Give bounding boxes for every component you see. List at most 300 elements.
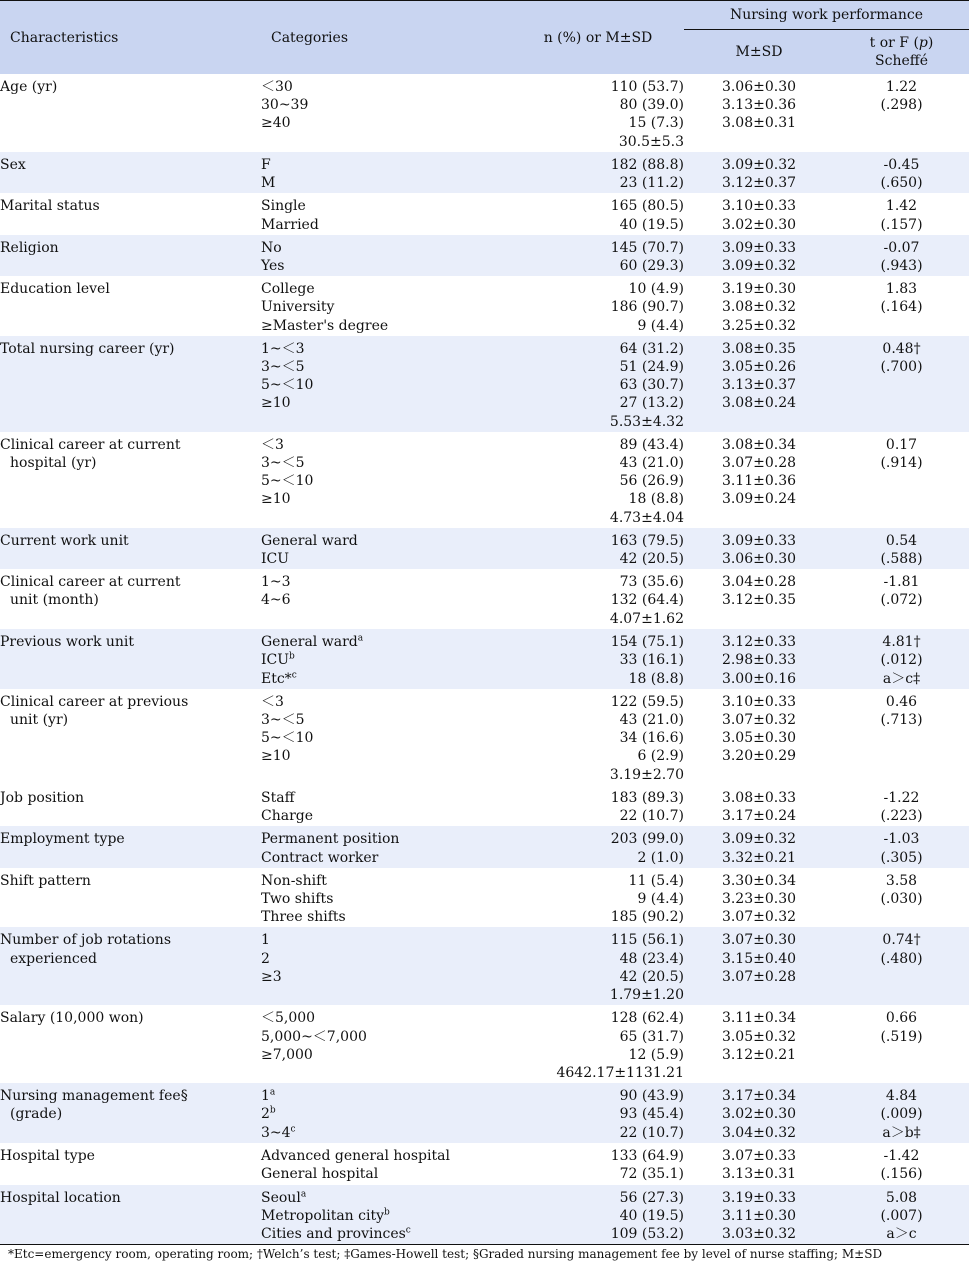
characteristic-label: Job position — [0, 789, 85, 806]
test-statistic-value: a＞c‡ — [882, 670, 921, 687]
category-label: ≥3 — [261, 968, 282, 985]
category-label: Advanced general hospital — [261, 1148, 450, 1165]
n-percent-value: 4.07±1.62 — [609, 610, 684, 627]
category-label: ≥10 — [261, 748, 291, 765]
n-percent-value: 110 (53.7) — [610, 79, 684, 95]
group-superscript: b — [289, 651, 295, 662]
category-label: Cities and provinces$^c$ — [261, 1225, 411, 1242]
n-percent-value: 122 (59.5) — [610, 693, 684, 710]
category-label: ＜30 — [261, 79, 293, 95]
cell-char — [0, 1185, 261, 1245]
n-percent-value: 43 (21.0) — [619, 455, 684, 472]
n-percent-value: 15 (7.3) — [628, 115, 684, 132]
characteristic-label: Nursing management fee§ — [0, 1088, 188, 1105]
test-statistic-value: 0.17 — [885, 436, 918, 453]
cell-n — [512, 927, 684, 1005]
cell-n — [512, 1005, 684, 1083]
cell-char — [0, 1143, 261, 1184]
n-percent-value: 4642.17±1131.21 — [556, 1064, 684, 1081]
test-statistic-value: -1.42 — [883, 1148, 920, 1165]
n-percent-value: 128 (62.4) — [610, 1010, 684, 1027]
n-percent-value: 6 (2.9) — [637, 748, 684, 765]
mean-sd-value: 3.30±0.34 — [721, 872, 797, 889]
category-label: 2$^b$ — [261, 1105, 276, 1123]
cell-cats — [261, 689, 512, 785]
cell-cats — [261, 1143, 512, 1184]
test-statistic-value: (.713) — [880, 712, 923, 729]
category-label: 1~＜3 — [261, 340, 305, 357]
table-row — [0, 1143, 969, 1184]
category-label: 5~＜10 — [261, 473, 314, 490]
n-percent-value: 51 (24.9) — [619, 359, 684, 376]
table-row — [0, 1005, 969, 1083]
mean-sd-value: 3.13±0.37 — [721, 377, 797, 394]
mean-sd-value: 3.20±0.29 — [721, 748, 797, 765]
cell-cats — [261, 193, 512, 234]
n-percent-value: 40 (19.5) — [619, 216, 684, 233]
cell-n — [512, 826, 684, 867]
mean-sd-value: 3.00±0.16 — [721, 670, 797, 687]
cell-char — [0, 868, 261, 928]
cell-n — [512, 1143, 684, 1184]
n-percent-value: 18 (8.8) — [628, 491, 684, 508]
cell-cats — [261, 1185, 512, 1245]
mean-sd-value: 3.05±0.30 — [721, 730, 797, 747]
category-label: ≥7,000 — [261, 1046, 313, 1063]
n-percent-value: 3.19±2.70 — [609, 766, 684, 783]
test-statistic-value: (.305) — [880, 849, 923, 866]
cell-msd — [684, 193, 834, 234]
cell-t — [834, 785, 969, 826]
category-label: 5~＜10 — [261, 377, 314, 394]
mean-sd-value: 3.02±0.30 — [721, 1106, 797, 1123]
category-label: 3~＜5 — [261, 359, 305, 376]
test-statistic-value: (.298) — [880, 97, 923, 114]
cell-msd — [684, 528, 834, 569]
n-percent-value: 42 (20.5) — [619, 551, 684, 568]
group-superscript: c — [290, 1123, 296, 1134]
n-percent-value: 22 (10.7) — [619, 1124, 684, 1141]
table-row — [0, 689, 969, 785]
table-row — [0, 193, 969, 234]
mean-sd-value: 3.12±0.21 — [721, 1046, 797, 1063]
cell-t — [834, 689, 969, 785]
mean-sd-value: 3.07±0.32 — [721, 909, 797, 926]
n-percent-value: 27 (13.2) — [619, 395, 684, 412]
cell-t — [834, 826, 969, 867]
group-superscript: b — [269, 1105, 276, 1116]
category-label: Single — [261, 198, 306, 215]
n-percent-value: 90 (43.9) — [619, 1088, 684, 1105]
mean-sd-value: 3.09±0.32 — [721, 831, 797, 848]
mean-sd-value: 3.32±0.21 — [721, 849, 797, 866]
n-percent-value: 165 (80.5) — [610, 198, 684, 215]
n-percent-value: 18 (8.8) — [628, 670, 684, 687]
table-footnote: *Etc=emergency room, operating room; †Welch’s test; ‡Games-Howell test; §Graded nursing management fee by level of nurse staffing; M±SD — [8, 1247, 883, 1262]
cell-char — [0, 629, 261, 689]
n-percent-value: 185 (90.2) — [610, 909, 684, 926]
n-percent-value: 72 (35.1) — [619, 1166, 684, 1183]
characteristic-label: Sex — [0, 157, 26, 173]
cell-t — [834, 629, 969, 689]
group-superscript: a — [300, 1188, 307, 1199]
category-label: Seoul$^a$ — [261, 1188, 307, 1206]
cell-cats — [261, 868, 512, 928]
n-percent-value: 34 (16.6) — [619, 730, 684, 747]
header-categories: Categories — [261, 1, 512, 75]
category-label: 3~＜5 — [261, 712, 305, 729]
mean-sd-value: 3.03±0.32 — [721, 1225, 797, 1242]
characteristic-label: unit (yr) — [10, 712, 69, 729]
mean-sd-value: 3.08±0.31 — [721, 115, 797, 132]
category-label: ≥10 — [261, 491, 291, 508]
cell-msd — [684, 1143, 834, 1184]
test-statistic-value: a＞c — [886, 1225, 917, 1242]
table-row — [0, 74, 969, 152]
n-percent-value: 133 (64.9) — [610, 1148, 684, 1165]
test-statistic-value: -1.03 — [883, 831, 920, 848]
mean-sd-value: 3.09±0.33 — [721, 532, 797, 549]
mean-sd-value: 3.13±0.36 — [721, 97, 797, 114]
characteristic-label: hospital (yr) — [10, 455, 97, 472]
characteristic-label: Clinical career at previous — [0, 693, 189, 710]
n-percent-value: 145 (70.7) — [610, 239, 684, 256]
cell-n — [512, 629, 684, 689]
table-row — [0, 785, 969, 826]
cell-cats — [261, 74, 512, 152]
cell-char — [0, 826, 261, 867]
test-statistic-value: 0.48† — [882, 340, 921, 357]
test-statistic-value: (.012) — [880, 652, 923, 669]
n-percent-value: 4.73±4.04 — [609, 509, 684, 526]
cell-n — [512, 569, 684, 629]
characteristic-label: Hospital location — [0, 1189, 121, 1206]
characteristic-label: Hospital type — [0, 1148, 95, 1165]
test-statistic-value: -0.07 — [883, 239, 920, 256]
category-label: Staff — [261, 789, 295, 806]
table-row — [0, 569, 969, 629]
mean-sd-value: 3.19±0.30 — [721, 281, 797, 298]
test-statistic-value: (.072) — [880, 592, 923, 609]
cell-t — [834, 336, 969, 432]
cell-n — [512, 1185, 684, 1245]
cell-char — [0, 152, 261, 193]
cell-cats — [261, 152, 512, 193]
cell-n — [512, 193, 684, 234]
n-percent-value: 12 (5.9) — [628, 1046, 684, 1063]
mean-sd-value: 3.07±0.28 — [721, 455, 797, 472]
category-label: Permanent position — [261, 831, 400, 848]
test-statistic-value: (.030) — [880, 890, 923, 907]
table-row — [0, 235, 969, 276]
test-statistic-value: 3.58 — [885, 872, 918, 889]
cell-t — [834, 868, 969, 928]
header-t-or-f — [834, 30, 969, 75]
mean-sd-value: 3.08±0.33 — [721, 789, 797, 806]
n-percent-value: 22 (10.7) — [619, 808, 684, 825]
cell-cats — [261, 276, 512, 336]
n-percent-value: 33 (16.1) — [619, 652, 684, 669]
mean-sd-value: 3.23±0.30 — [721, 890, 797, 907]
category-label: ICU — [261, 551, 290, 568]
mean-sd-value: 3.07±0.30 — [721, 932, 797, 949]
category-label: Yes — [261, 258, 285, 275]
characteristic-label: (grade) — [10, 1106, 63, 1123]
cell-t — [834, 276, 969, 336]
cell-char — [0, 336, 261, 432]
test-statistic-value: 1.83 — [885, 281, 918, 298]
category-label: Married — [261, 216, 319, 233]
table-row — [0, 1083, 969, 1143]
cell-msd — [684, 927, 834, 1005]
test-statistic-value: 0.54 — [885, 532, 918, 549]
group-superscript: a — [269, 1087, 276, 1098]
category-label: ＜3 — [261, 693, 284, 710]
test-statistic-value: (.943) — [880, 258, 923, 275]
n-percent-value: 48 (23.4) — [619, 950, 684, 967]
n-percent-value: 65 (31.7) — [619, 1028, 684, 1045]
cell-msd — [684, 569, 834, 629]
test-statistic-value: (.164) — [880, 299, 923, 316]
cell-t — [834, 432, 969, 528]
category-label: Charge — [261, 808, 314, 825]
mean-sd-value: 3.12±0.37 — [721, 175, 797, 192]
table-body — [0, 74, 969, 1245]
n-percent-value: 1.79±1.20 — [609, 986, 684, 1003]
characteristic-label: Marital status — [0, 198, 100, 215]
cell-t — [834, 528, 969, 569]
n-percent-value: 63 (30.7) — [619, 377, 684, 394]
table-row — [0, 868, 969, 928]
mean-sd-value: 3.09±0.32 — [721, 258, 797, 275]
table-row — [0, 152, 969, 193]
test-statistic-value: 1.42 — [885, 198, 918, 215]
test-statistic-value: (.157) — [880, 216, 923, 233]
group-superscript: c — [291, 670, 297, 681]
test-statistic-value: 4.81† — [882, 634, 921, 651]
n-percent-value: 2 (1.0) — [637, 849, 684, 866]
mean-sd-value: 3.12±0.33 — [721, 634, 797, 651]
cell-cats — [261, 927, 512, 1005]
cell-cats — [261, 336, 512, 432]
n-percent-value: 132 (64.4) — [610, 592, 684, 609]
mean-sd-value: 3.19±0.33 — [721, 1189, 797, 1206]
table-row — [0, 432, 969, 528]
cell-t — [834, 193, 969, 234]
characteristic-label: Previous work unit — [0, 634, 135, 651]
category-label: ＜3 — [261, 436, 284, 453]
characteristic-label: Age (yr) — [0, 79, 58, 95]
mean-sd-value: 3.17±0.34 — [721, 1088, 797, 1105]
characteristic-label: Religion — [0, 239, 59, 256]
group-superscript: a — [357, 633, 364, 644]
cell-cats — [261, 432, 512, 528]
header-scheffe: Scheffé — [875, 53, 928, 69]
n-percent-value: 80 (39.0) — [619, 97, 684, 114]
category-label: 5,000~＜7,000 — [261, 1028, 367, 1045]
category-label: University — [261, 299, 335, 316]
n-percent-value: 115 (56.1) — [610, 932, 684, 949]
header-msd: M±SD — [684, 30, 834, 75]
test-statistic-value: 0.66 — [885, 1010, 918, 1027]
n-percent-value: 40 (19.5) — [619, 1207, 684, 1224]
characteristic-label: Education level — [0, 281, 110, 298]
cell-msd — [684, 826, 834, 867]
header-t-or-f-label: t or F (p) — [869, 35, 934, 51]
n-percent-value: 9 (4.4) — [637, 317, 684, 334]
test-statistic-value: a＞b‡ — [882, 1124, 921, 1141]
cell-cats — [261, 528, 512, 569]
n-percent-value: 64 (31.2) — [619, 340, 684, 357]
category-label: No — [261, 239, 282, 256]
mean-sd-value: 3.08±0.35 — [721, 340, 797, 357]
header-performance-group: Nursing work performance — [684, 1, 969, 30]
n-percent-value: 23 (11.2) — [619, 175, 684, 192]
characteristic-label: Salary (10,000 won) — [0, 1010, 144, 1027]
header-characteristics: Characteristics — [0, 1, 261, 75]
category-label: ≥Master's degree — [261, 317, 389, 334]
cell-char — [0, 235, 261, 276]
cell-msd — [684, 1005, 834, 1083]
test-statistic-value: (.650) — [880, 175, 923, 192]
category-label: Contract worker — [261, 849, 379, 866]
category-label: Etc*$^c$ — [261, 670, 297, 687]
test-statistic-value: (.009) — [880, 1106, 923, 1123]
n-percent-value: 183 (89.3) — [610, 789, 684, 806]
cell-char — [0, 193, 261, 234]
category-label: ≥40 — [261, 115, 291, 132]
mean-sd-value: 2.98±0.33 — [721, 652, 797, 669]
table-row — [0, 336, 969, 432]
mean-sd-value: 3.07±0.33 — [721, 1148, 797, 1165]
cell-msd — [684, 868, 834, 928]
test-statistic-value: 0.46 — [885, 693, 918, 710]
category-label: F — [261, 157, 271, 173]
category-label: General ward — [261, 532, 358, 549]
cell-t — [834, 235, 969, 276]
test-statistic-value: (.588) — [880, 551, 923, 568]
cell-char — [0, 74, 261, 152]
mean-sd-value: 3.25±0.32 — [721, 317, 797, 334]
category-label: ≥10 — [261, 395, 291, 412]
table-row — [0, 528, 969, 569]
n-percent-value: 11 (5.4) — [628, 872, 684, 889]
category-label: College — [261, 281, 315, 298]
n-percent-value: 163 (79.5) — [610, 532, 684, 549]
cell-t — [834, 1185, 969, 1245]
cell-cats — [261, 569, 512, 629]
category-label: 3~＜5 — [261, 455, 305, 472]
cell-n — [512, 336, 684, 432]
test-statistic-value: 1.22 — [885, 79, 918, 95]
cell-cats — [261, 1005, 512, 1083]
cell-msd — [684, 1083, 834, 1143]
cell-n — [512, 276, 684, 336]
n-percent-value: 154 (75.1) — [610, 634, 684, 651]
cell-n — [512, 528, 684, 569]
test-statistic-value: -1.81 — [883, 574, 920, 591]
mean-sd-value: 3.04±0.32 — [721, 1124, 797, 1141]
cell-n — [512, 152, 684, 193]
n-percent-value: 93 (45.4) — [619, 1106, 684, 1123]
characteristic-label: experienced — [10, 950, 97, 967]
cell-char — [0, 528, 261, 569]
test-statistic-value: (.914) — [880, 455, 923, 472]
n-percent-value: 9 (4.4) — [637, 890, 684, 907]
mean-sd-value: 3.08±0.32 — [721, 299, 797, 316]
category-label: General ward$^a$ — [261, 633, 364, 651]
category-label: Non-shift — [261, 872, 327, 889]
test-statistic-value: (.156) — [880, 1166, 923, 1183]
cell-t — [834, 1083, 969, 1143]
cell-cats — [261, 826, 512, 867]
category-label: Three shifts — [261, 909, 346, 926]
category-label: 2 — [261, 950, 270, 967]
cell-t — [834, 569, 969, 629]
mean-sd-value: 3.07±0.32 — [721, 712, 797, 729]
test-statistic-value: (.007) — [880, 1207, 923, 1224]
cell-char — [0, 569, 261, 629]
mean-sd-value: 3.13±0.31 — [721, 1166, 797, 1183]
cell-msd — [684, 689, 834, 785]
mean-sd-value: 3.15±0.40 — [721, 950, 797, 967]
mean-sd-value: 3.08±0.24 — [721, 395, 797, 412]
header-n-pct: n (%) or M±SD — [512, 1, 684, 75]
cell-n — [512, 785, 684, 826]
category-label: ICU$^b$ — [261, 651, 295, 669]
n-percent-value: 43 (21.0) — [619, 712, 684, 729]
cell-t — [834, 1143, 969, 1184]
characteristic-label: Clinical career at current — [0, 436, 181, 453]
characteristic-label: Number of job rotations — [0, 932, 172, 949]
n-percent-value: 56 (26.9) — [619, 473, 684, 490]
cell-cats — [261, 629, 512, 689]
mean-sd-value: 3.10±0.33 — [721, 198, 797, 215]
test-statistic-value: (.223) — [880, 808, 923, 825]
table-row — [0, 1185, 969, 1245]
mean-sd-value: 3.09±0.33 — [721, 239, 797, 256]
characteristic-label: Employment type — [0, 831, 125, 848]
cell-msd — [684, 1185, 834, 1245]
mean-sd-value: 3.12±0.35 — [721, 592, 797, 609]
cell-char — [0, 689, 261, 785]
table-row — [0, 276, 969, 336]
table-row — [0, 826, 969, 867]
n-percent-value: 42 (20.5) — [619, 968, 684, 985]
cell-n — [512, 432, 684, 528]
characteristic-label: unit (month) — [10, 592, 99, 609]
characteristic-label: Shift pattern — [0, 872, 91, 889]
test-statistic-value: (.700) — [880, 359, 923, 376]
cell-char — [0, 276, 261, 336]
category-label: 1$^a$ — [261, 1087, 276, 1105]
test-statistic-value: (.519) — [880, 1028, 923, 1045]
n-percent-value: 73 (35.6) — [619, 574, 684, 591]
category-label: 5~＜10 — [261, 730, 314, 747]
mean-sd-value: 3.06±0.30 — [721, 79, 797, 95]
category-label: 3~4$^c$ — [261, 1123, 296, 1141]
test-statistic-value: (.480) — [880, 950, 923, 967]
n-percent-value: 203 (99.0) — [610, 831, 684, 848]
cell-t — [834, 152, 969, 193]
category-label: M — [261, 175, 276, 192]
cell-t — [834, 1005, 969, 1083]
cell-msd — [684, 152, 834, 193]
mean-sd-value: 3.06±0.30 — [721, 551, 797, 568]
cell-msd — [684, 235, 834, 276]
mean-sd-value: 3.10±0.33 — [721, 693, 797, 710]
mean-sd-value: 3.08±0.34 — [721, 436, 797, 453]
